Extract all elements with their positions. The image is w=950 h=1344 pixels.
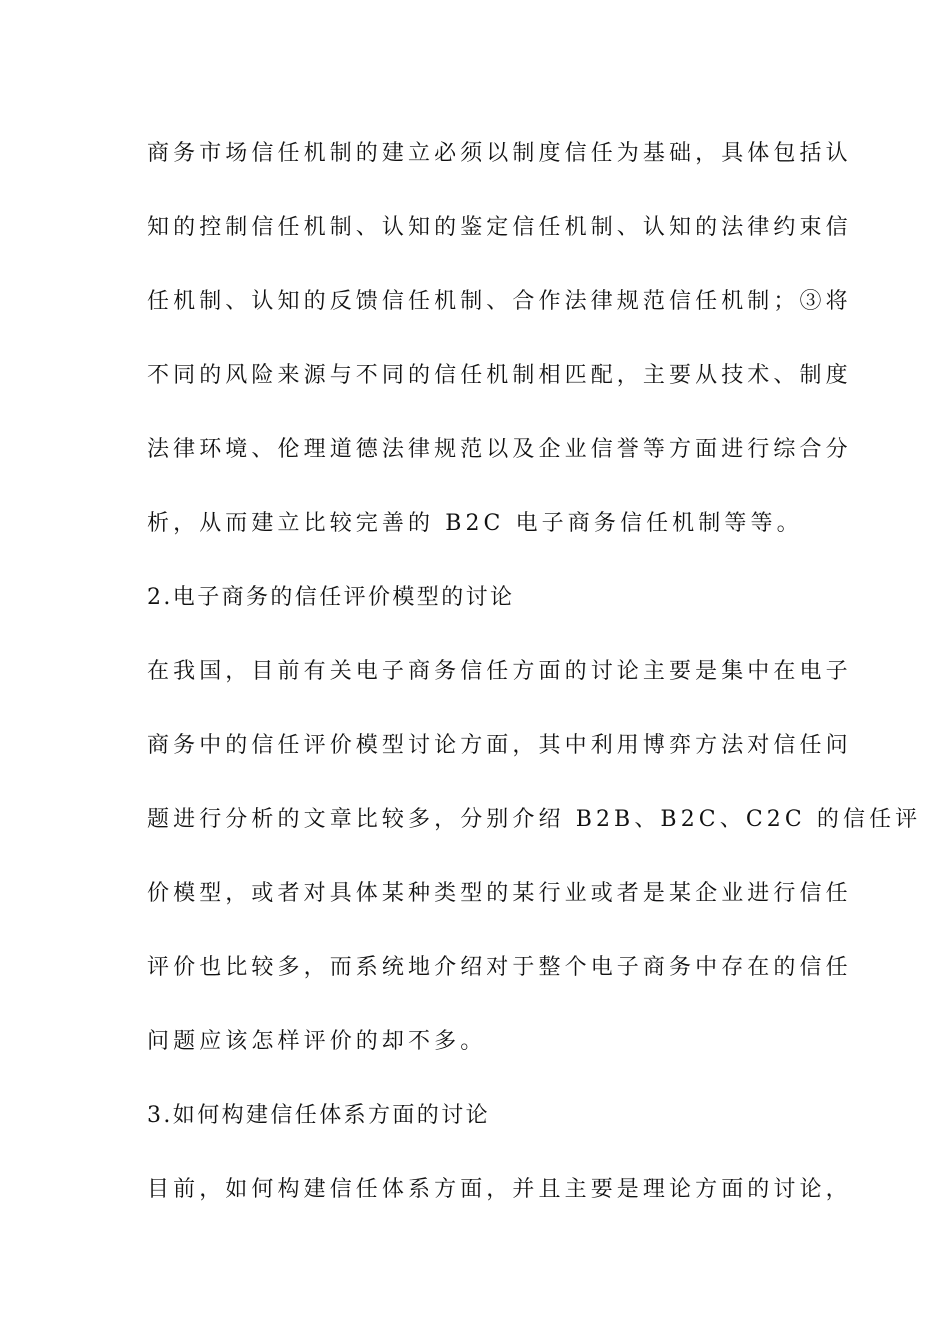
paragraph-line: 价模型，或者对具体某种类型的某行业或者是某企业进行信任 — [147, 881, 852, 906]
paragraph-line: 法律环境、伦理道德法律规范以及企业信誉等方面进行综合分 — [147, 437, 852, 462]
paragraph-line: 知的控制信任机制、认知的鉴定信任机制、认知的法律约束信 — [147, 215, 852, 240]
paragraph-line: 任机制、认知的反馈信任机制、合作法律规范信任机制；③将 — [147, 289, 852, 314]
paragraph-line: 评价也比较多，而系统地介绍对于整个电子商务中存在的信任 — [147, 955, 852, 980]
paragraph-line: 商务市场信任机制的建立必须以制度信任为基础，具体包括认 — [147, 141, 852, 166]
paragraph-line: 目前，如何构建信任体系方面，并且主要是理论方面的讨论， — [147, 1177, 852, 1202]
paragraph-line: 商务中的信任评价模型讨论方面，其中利用博弈方法对信任问 — [147, 733, 852, 758]
paragraph-line: 析，从而建立比较完善的 B2C 电子商务信任机制等等。 — [147, 511, 803, 536]
section-heading: 3.如何构建信任体系方面的讨论 — [147, 1103, 490, 1128]
paragraph-line: 在我国，目前有关电子商务信任方面的讨论主要是集中在电子 — [147, 659, 852, 684]
paragraph-line: 不同的风险来源与不同的信任机制相匹配，主要从技术、制度 — [147, 363, 852, 388]
paragraph-line: 问题应该怎样评价的却不多。 — [147, 1029, 487, 1054]
paragraph-line: 题进行分析的文章比较多，分别介绍 B2B、B2C、C2C 的信任评 — [147, 807, 922, 832]
section-heading: 2.电子商务的信任评价模型的讨论 — [147, 585, 515, 610]
